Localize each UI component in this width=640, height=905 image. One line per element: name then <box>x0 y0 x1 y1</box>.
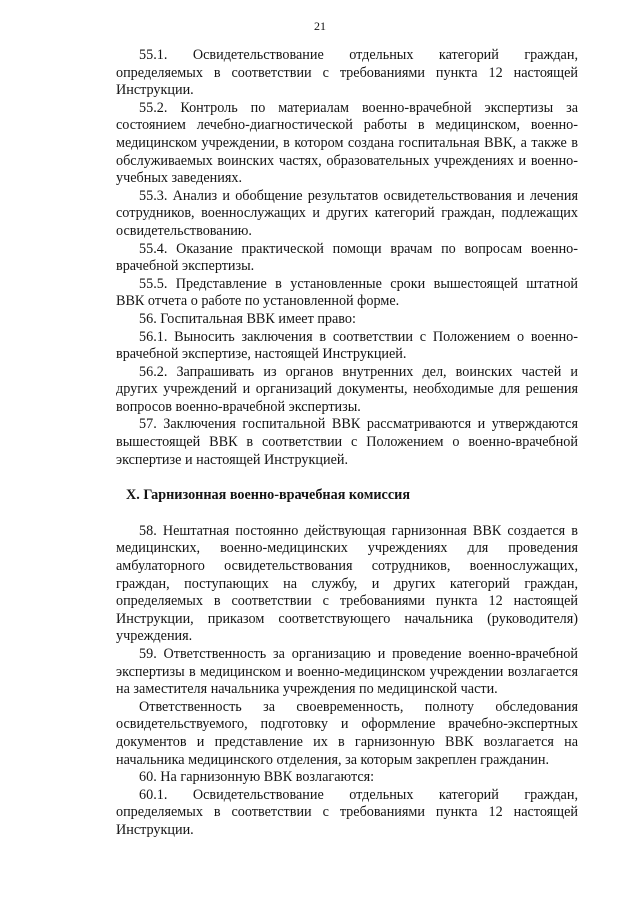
paragraph-58: 58. Нештатная постоянно действующая гарнизонная ВВК создается в медицинских, военно-медицинских учреждениях для проведения амбулаторного освидетельствования сотрудников, военнослужащих, граждан, поступающих на службу, и других категорий граждан, определяемых в соответствии с требованиями пункта 12 настоящей Инструкции, приказом соответствующего начальника (руководителя) учреждения. <box>116 522 578 645</box>
paragraph-60: 60. На гарнизонную ВВК возлагаются: <box>139 769 375 786</box>
paragraph-55-5: 55.5. Представление в установленные сроки вышестоящей штатной ВВК отчета о работе по установленной форме. <box>116 275 578 310</box>
paragraph-55-2: 55.2. Контроль по материалам военно-врачебной экспертизы за состоянием лечебно-диагностической работы в медицинском, военно-медицинском учреждении, в котором создана госпитальная ВВК, а также в обслуживаемых воинских частях, образовательных учреждениях и военно-учебных заведениях. <box>116 99 578 187</box>
page-number: 21 <box>314 19 326 33</box>
paragraph-55-3: 55.3. Анализ и обобщение результатов освидетельствования и лечения сотрудников, военнослужащих и других категорий граждан, подлежащих освидетельствованию. <box>116 187 578 239</box>
paragraph-59-responsibility: Ответственность за своевременность, полноту обследования освидетельствуемого, подготовку и оформление врачебно-экспертных документов и представление их в гарнизонную ВВК возлагается на начальника медицинского отделения, за которым закреплен гражданин. <box>116 698 578 768</box>
paragraph-56: 56. Госпитальная ВВК имеет право: <box>139 310 356 327</box>
paragraph-59: 59. Ответственность за организацию и проведение военно-врачебной экспертизы в медицинском и военно-медицинском учреждении возлагается на заместителя начальника учреждения по медицинской части. <box>116 646 578 698</box>
document-body <box>116 47 578 840</box>
paragraph-56-1: 56.1. Выносить заключения в соответствии с Положением о военно-врачебной экспертизе, настоящей Инструкцией. <box>116 328 578 363</box>
paragraph-55-1: 55.1. Освидетельствование отдельных категорий граждан, определяемых в соответствии с требованиями пункта 12 настоящей Инструкции. <box>116 47 578 99</box>
paragraph-60-1: 60.1. Освидетельствование отдельных категорий граждан, определяемых в соответствии с требованиями пункта 12 настоящей Инструкции. <box>116 786 578 838</box>
paragraph-56-2: 56.2. Запрашивать из органов внутренних дел, воинских частей и других учреждений и организаций документы, необходимые для решения вопросов военно-врачебной экспертизы. <box>116 363 578 415</box>
section-heading: X. Гарнизонная военно-врачебная комиссия <box>126 487 411 504</box>
paragraph-55-4: 55.4. Оказание практической помощи врачам по вопросам военно-врачебной экспертизы. <box>116 240 578 275</box>
paragraph-57: 57. Заключения госпитальной ВВК рассматриваются и утверждаются вышестоящей ВВК в соответствии с Положением о военно-врачебной экспертизе и настоящей Инструкцией. <box>116 416 578 468</box>
